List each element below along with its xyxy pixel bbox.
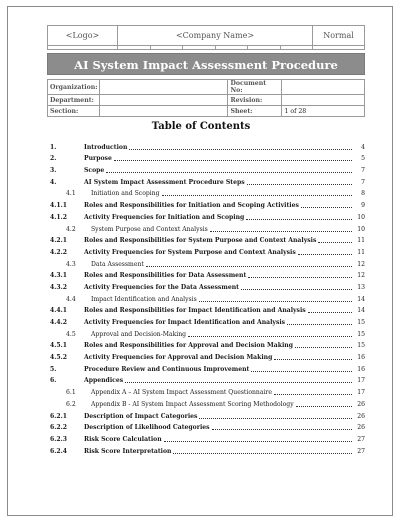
toc-dot-leader — [241, 289, 352, 290]
toc-entry[interactable] — [47, 210, 365, 222]
toc-dot-leader — [125, 382, 352, 383]
company-name-placeholder: <Company Name> — [118, 26, 313, 46]
department-label: Department: — [48, 95, 100, 106]
toc-entry-page: 12 — [357, 272, 365, 280]
toc-entry-number: 4.4.2 — [50, 319, 67, 326]
revision-value — [282, 95, 365, 106]
toc-entry-number: 4.1 — [66, 190, 76, 198]
toc-entry[interactable] — [47, 432, 365, 444]
toc-entry-page: 14 — [357, 307, 365, 315]
toc-entry-number: 4.5 — [66, 330, 76, 338]
toc-dot-leader — [296, 406, 352, 407]
table-of-contents — [47, 140, 365, 456]
toc-dot-leader — [308, 312, 352, 313]
toc-title: Table of Contents — [151, 121, 251, 132]
toc-entry[interactable] — [47, 444, 365, 456]
toc-dot-leader — [248, 277, 352, 278]
toc-entry-number: 4.5.1 — [50, 342, 67, 350]
toc-entry-page: 7 — [361, 178, 365, 186]
logo-placeholder: <Logo> — [48, 26, 118, 46]
document-status: Normal — [313, 26, 365, 46]
toc-dot-leader — [295, 347, 352, 348]
toc-dot-leader — [199, 418, 352, 419]
toc-entry-title[interactable]: Roles and Responsibilities for Impact Identification and Analysis — [84, 307, 306, 315]
sheet-label: Sheet: — [228, 106, 282, 117]
toc-entry-title[interactable]: Procedure Review and Continuous Improvement — [84, 365, 250, 373]
toc-entry-number: 6.2 — [66, 400, 76, 408]
toc-entry-title[interactable]: Roles and Responsibilities for Data Assessment — [84, 272, 247, 280]
toc-dot-leader — [318, 242, 352, 243]
toc-entry[interactable] — [47, 350, 365, 362]
toc-entry-number: 6.2.4 — [50, 447, 67, 455]
toc-entry-number: 4.5.2 — [50, 354, 67, 362]
toc-entry-title[interactable]: Appendices — [84, 377, 124, 385]
toc-entry[interactable] — [47, 409, 365, 421]
toc-entry[interactable] — [47, 234, 365, 246]
toc-dot-leader — [274, 359, 352, 360]
toc-entry-title[interactable]: Appendix A – AI System Impact Assessment Questionnaire — [91, 389, 272, 397]
toc-entry-page: 26 — [357, 400, 365, 408]
toc-entry-page: 26 — [357, 424, 365, 432]
toc-entry[interactable] — [47, 304, 365, 316]
document-title: AI System Impact Assessment Procedure — [47, 53, 365, 75]
toc-entry-number: 4.4.1 — [50, 307, 67, 315]
document-no-label: Document No: — [228, 80, 282, 95]
toc-dot-leader — [173, 453, 352, 454]
toc-dot-leader — [164, 441, 352, 442]
toc-entry[interactable] — [47, 222, 365, 234]
toc-entry-page: 5 — [361, 155, 365, 163]
toc-dot-leader — [247, 184, 352, 185]
toc-entry-title[interactable]: Roles and Responsibilities for Approval and Decision Making — [84, 342, 293, 350]
toc-entry-number: 6.1 — [66, 389, 76, 397]
toc-entry-title[interactable]: Initiation and Scoping — [91, 190, 160, 198]
toc-entry-number: 5. — [50, 365, 57, 373]
toc-entry-page: 17 — [357, 389, 365, 397]
toc-entry-page: 10 — [357, 213, 365, 221]
toc-entry-title[interactable]: Appendix B - AI System Impact Assessment Scoring Methodology — [91, 400, 294, 408]
organization-label: Organization: — [48, 80, 100, 95]
toc-entry-title[interactable]: Approval and Decision-Making — [91, 330, 187, 338]
toc-entry-title[interactable]: Description of Likelihood Categories — [84, 424, 210, 432]
toc-entry-number: 4.1.2 — [50, 213, 67, 221]
toc-dot-leader — [274, 394, 352, 395]
toc-entry-page: 27 — [357, 447, 365, 455]
toc-entry-title[interactable]: Data Assessment — [91, 260, 144, 268]
toc-entry[interactable] — [47, 327, 365, 339]
toc-entry-page: 12 — [357, 260, 365, 268]
toc-entry-title[interactable]: Roles and Responsibilities for System Purpose and Context Analysis — [84, 237, 317, 245]
toc-entry-title[interactable]: Scope — [84, 167, 105, 175]
toc-entry-number: 6. — [50, 377, 57, 385]
toc-entry[interactable] — [47, 175, 365, 187]
toc-entry[interactable] — [47, 140, 365, 152]
document-page — [7, 6, 393, 516]
toc-entry-title[interactable]: Risk Score Interpretation — [84, 447, 172, 455]
toc-entry-page: 15 — [357, 319, 365, 326]
toc-entry[interactable] — [47, 269, 365, 281]
toc-entry-page: 14 — [357, 295, 365, 303]
toc-dot-leader — [246, 219, 352, 220]
toc-entry-number: 6.2.1 — [50, 412, 67, 420]
toc-entry[interactable] — [47, 397, 365, 409]
toc-entry-number: 4.2.2 — [50, 248, 67, 256]
toc-entry-title[interactable]: Activity Frequencies for the Data Assessment — [84, 283, 239, 291]
toc-entry[interactable] — [47, 315, 365, 327]
toc-entry-title[interactable]: Roles and Responsibilities for Initiation and Scoping Activities — [84, 202, 299, 210]
toc-entry-page: 11 — [357, 237, 365, 245]
toc-entry-page: 15 — [357, 330, 365, 338]
toc-dot-leader — [301, 207, 352, 208]
toc-dot-leader — [199, 301, 352, 302]
toc-entry-title[interactable]: Activity Frequencies for Approval and Decision Making — [84, 354, 273, 362]
toc-entry-page: 4 — [361, 143, 365, 151]
toc-entry-page: 10 — [357, 225, 365, 233]
toc-entry-number: 4.3.1 — [50, 272, 67, 280]
toc-entry-page: 8 — [361, 190, 365, 198]
toc-entry-title[interactable]: Activity Frequencies for Initiation and Scoping — [84, 213, 245, 221]
toc-entry[interactable] — [47, 163, 365, 175]
toc-entry-number: 2. — [50, 155, 57, 163]
toc-entry-number: 3. — [50, 167, 57, 175]
toc-entry-title[interactable]: Purpose — [84, 155, 112, 163]
toc-entry-number: 4.3 — [66, 260, 76, 268]
toc-entry-title[interactable]: System Purpose and Context Analysis — [91, 225, 208, 233]
toc-dot-leader — [114, 160, 352, 161]
toc-entry-number: 4. — [50, 178, 57, 186]
toc-entry-page: 26 — [357, 412, 365, 420]
toc-entry-page: 27 — [357, 435, 365, 443]
toc-entry-number: 4.1.1 — [50, 202, 67, 210]
toc-entry[interactable] — [47, 421, 365, 433]
toc-entry-page: 17 — [357, 377, 365, 385]
toc-entry-page: 11 — [357, 248, 365, 256]
toc-entry[interactable] — [47, 374, 365, 386]
sheet-value: 1 of 28 — [282, 106, 365, 117]
toc-entry-page: 9 — [361, 202, 365, 210]
toc-entry[interactable] — [47, 280, 365, 292]
toc-entry[interactable] — [47, 385, 365, 397]
toc-entry-page: 16 — [357, 354, 365, 362]
toc-dot-leader — [251, 371, 352, 372]
toc-dot-leader — [212, 429, 352, 430]
toc-entry-number: 6.2.3 — [50, 435, 67, 443]
toc-entry-title[interactable]: Description of Impact Categories — [84, 412, 198, 420]
toc-entry[interactable] — [47, 339, 365, 351]
toc-dot-leader — [129, 149, 352, 150]
toc-entry-title[interactable]: Risk Score Calculation — [84, 435, 162, 443]
toc-entry[interactable] — [47, 187, 365, 199]
toc-entry[interactable] — [47, 257, 365, 269]
header-table — [47, 25, 365, 50]
toc-entry-number: 4.3.2 — [50, 283, 67, 291]
toc-entry[interactable] — [47, 198, 365, 210]
toc-dot-leader — [146, 266, 352, 267]
toc-dot-leader — [162, 195, 352, 196]
toc-entry-title[interactable]: Introduction — [84, 143, 128, 151]
toc-entry-page: 16 — [357, 365, 365, 373]
document-meta-table — [47, 79, 365, 117]
toc-entry-page: 13 — [357, 283, 365, 291]
document-no-value — [282, 80, 365, 95]
toc-entry[interactable] — [47, 362, 365, 374]
toc-entry[interactable] — [47, 292, 365, 304]
toc-entry-number: 4.2 — [66, 225, 76, 233]
organization-value — [100, 80, 228, 95]
section-label: Section: — [48, 106, 100, 117]
toc-entry[interactable] — [47, 245, 365, 257]
department-value — [100, 95, 228, 106]
toc-entry-number: 6.2.2 — [50, 424, 67, 432]
section-value — [100, 106, 228, 117]
toc-entry-page: 15 — [357, 342, 365, 350]
toc-entry-title[interactable]: AI System Impact Assessment Procedure Steps — [84, 178, 245, 186]
toc-entry-title[interactable]: Activity Frequencies for System Purpose and Context Analysis — [84, 248, 296, 256]
toc-dot-leader — [106, 172, 352, 173]
toc-dot-leader — [287, 324, 352, 325]
toc-dot-leader — [298, 254, 352, 255]
toc-entry-page: 7 — [361, 167, 365, 175]
toc-entry-number: 1. — [50, 143, 57, 151]
toc-entry-number: 4.2.1 — [50, 237, 67, 245]
toc-entry[interactable] — [47, 152, 365, 164]
toc-entry-number: 4.4 — [66, 295, 76, 303]
toc-dot-leader — [210, 231, 352, 232]
toc-entry-title[interactable]: Impact Identification and Analysis — [91, 295, 197, 303]
revision-label: Revision: — [228, 95, 282, 106]
toc-entry-title[interactable]: Activity Frequencies for Impact Identification and Analysis — [84, 319, 286, 326]
toc-dot-leader — [188, 336, 352, 337]
